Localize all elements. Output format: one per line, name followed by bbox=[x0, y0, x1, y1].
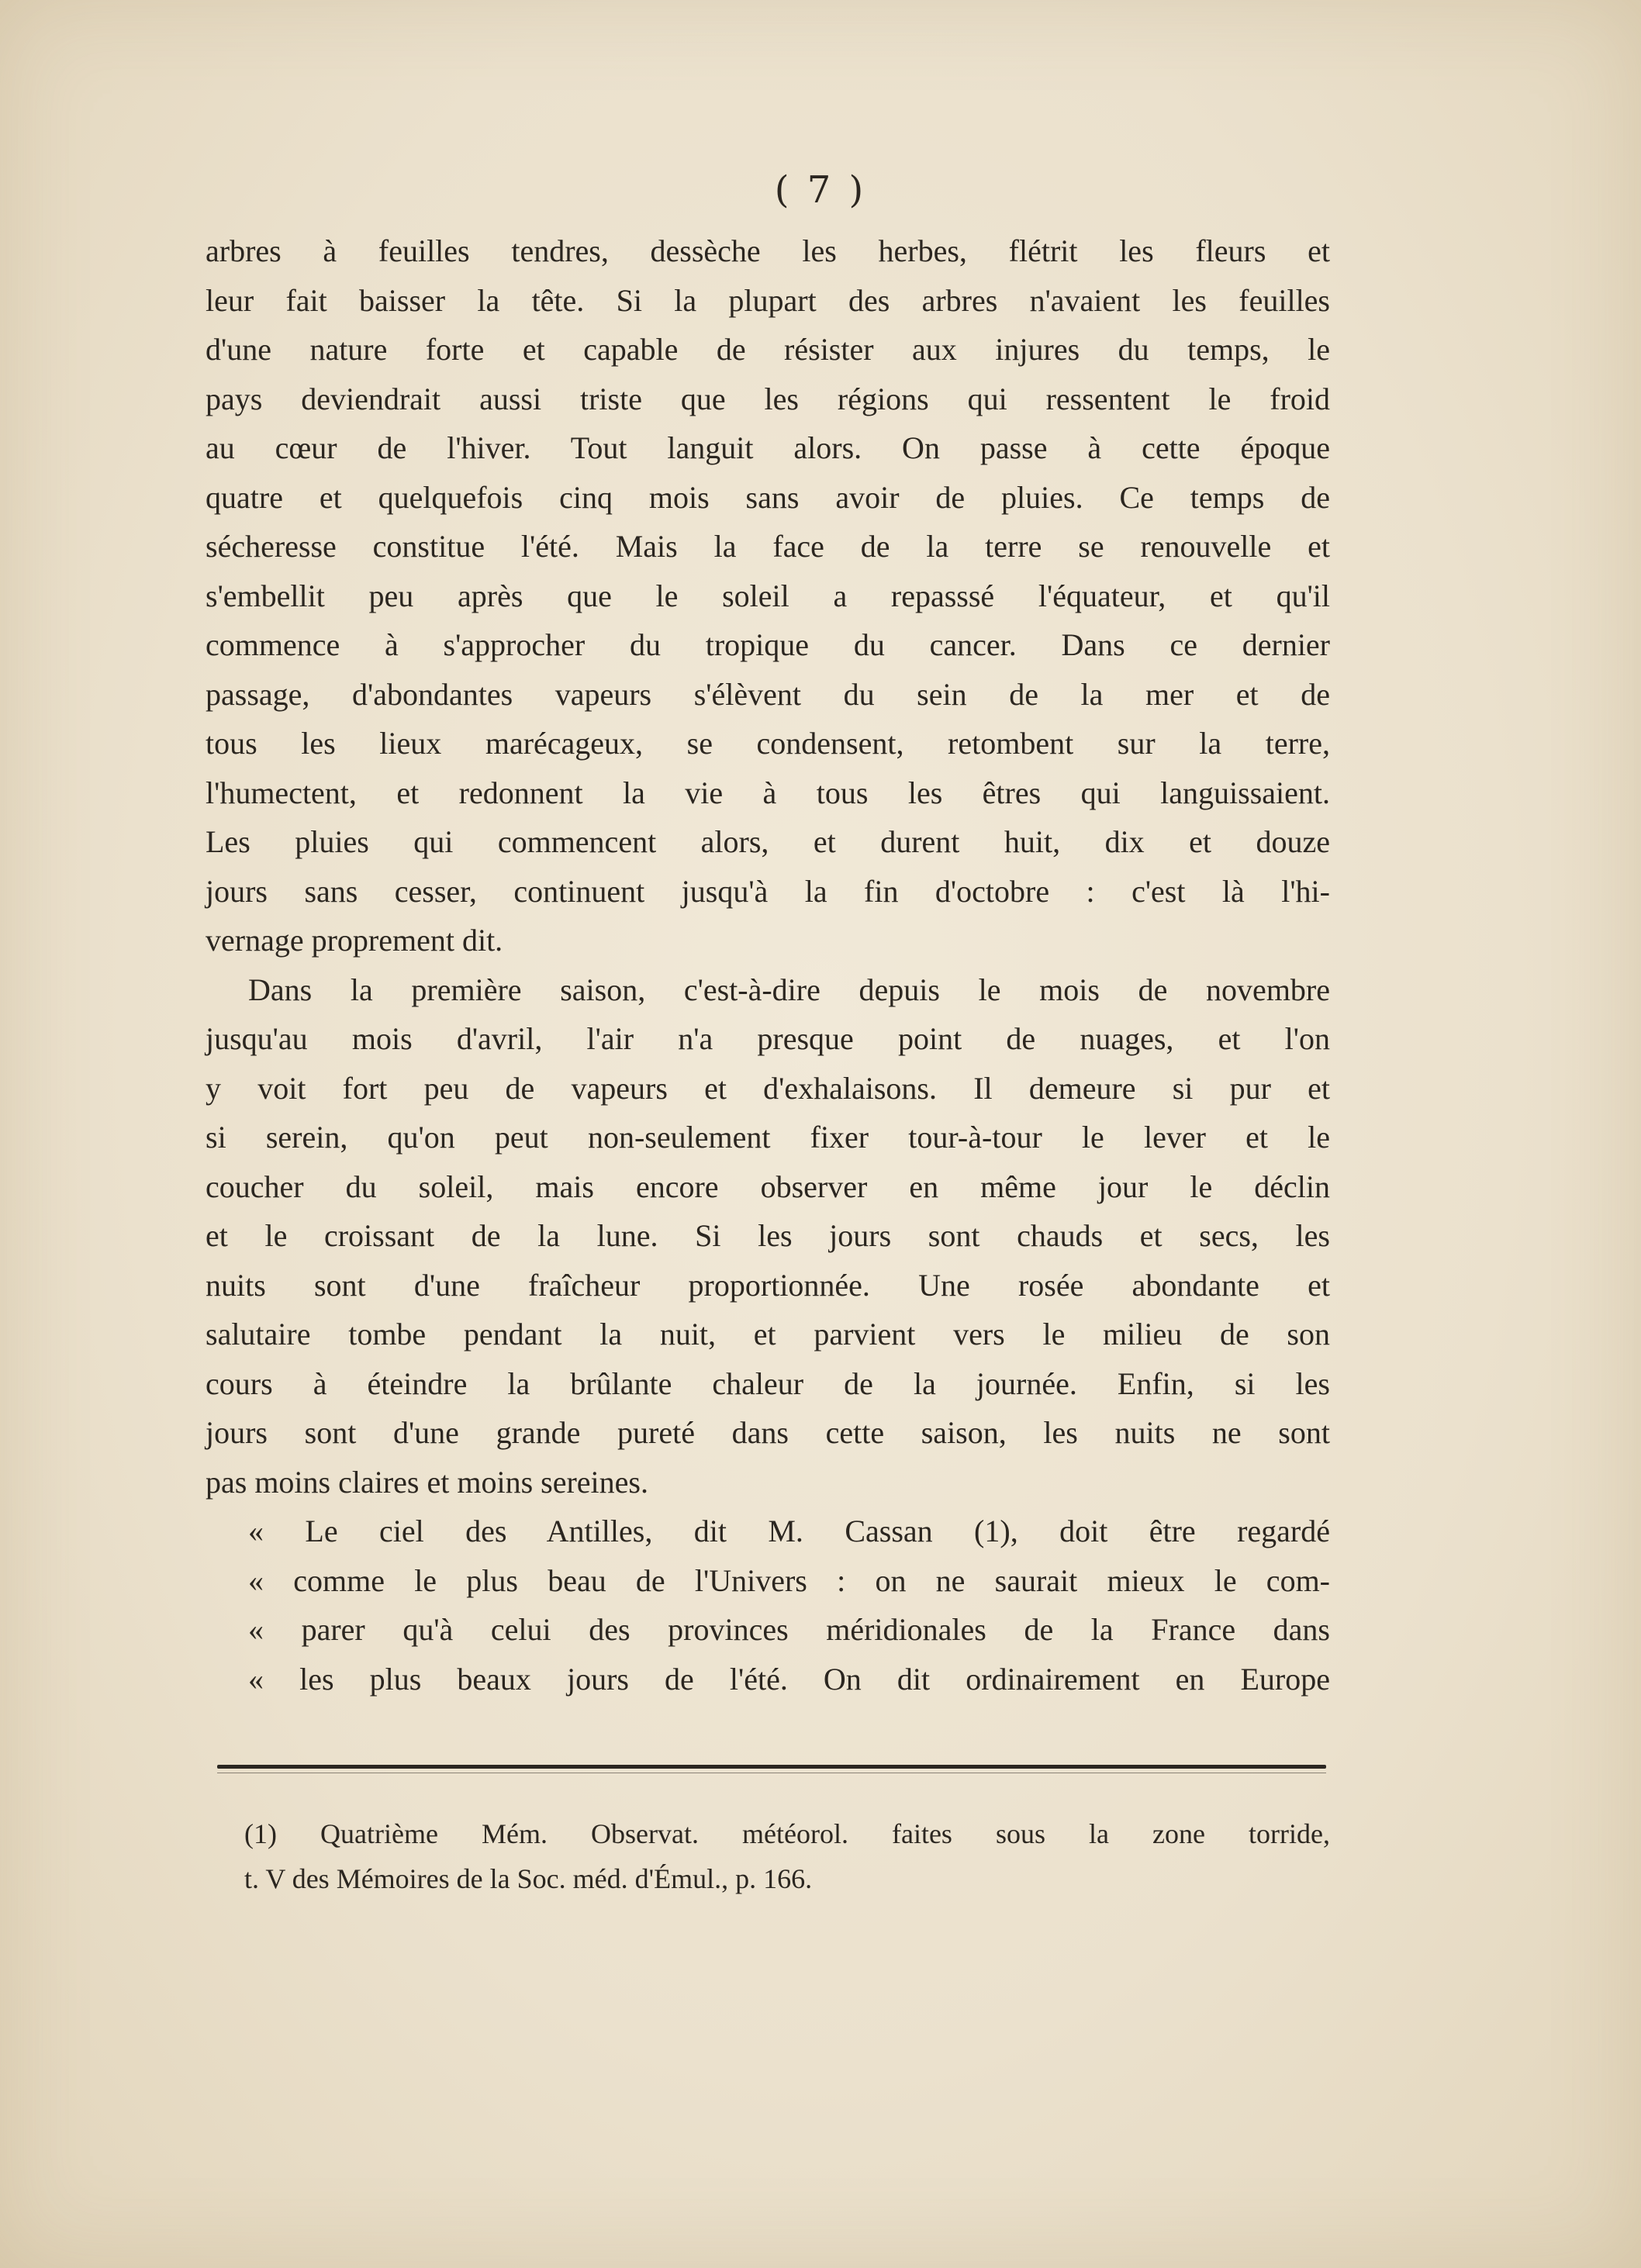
text-line: s'embellit peu après que le soleil a repasssé l'équateur, et qu'il bbox=[206, 578, 1330, 613]
text-line: y voit fort peu de vapeurs et d'exhalaisons. Il demeure si pur et bbox=[206, 1070, 1330, 1106]
text-line: d'une nature forte et capable de résister aux injures du temps, le bbox=[206, 332, 1330, 367]
text-line: Les pluies qui commencent alors, et durent huit, dix et douze bbox=[206, 824, 1330, 859]
page-number: ( 7 ) bbox=[774, 168, 867, 212]
text-line: salutaire tombe pendant la nuit, et parvient vers le milieu de son bbox=[206, 1317, 1330, 1351]
text-line: nuits sont d'une fraîcheur proportionnée. Une rosée abondante et bbox=[206, 1267, 1330, 1303]
footnote-line: (1) Quatrième Mém. Observat. météorol. faites sous la zone torride, bbox=[244, 1818, 1330, 1849]
text-line: vernage proprement dit. bbox=[206, 923, 503, 958]
text-line: si serein, qu'on peut non-seulement fixer tour-à-tour le lever et le bbox=[206, 1120, 1330, 1155]
text-line: arbres à feuilles tendres, dessèche les herbes, flétrit les fleurs et bbox=[206, 233, 1330, 268]
text-line: commence à s'approcher du tropique du cancer. Dans ce dernier bbox=[206, 627, 1330, 662]
quote-line: « parer qu'à celui des provinces méridionales de la France dans bbox=[248, 1612, 1330, 1647]
footnotes bbox=[244, 1811, 1330, 1901]
quote-start-line: « Le ciel des Antilles, dit M. Cassan (1), doit être regardé bbox=[248, 1514, 1330, 1548]
text-line: tous les lieux marécageux, se condensent, retombent sur la terre, bbox=[206, 726, 1330, 761]
quote-line: « les plus beaux jours de l'été. On dit ordinairement en Europe bbox=[248, 1661, 1330, 1697]
text-line: au cœur de l'hiver. Tout languit alors. On passe à cette époque bbox=[206, 430, 1330, 465]
text-line: pas moins claires et moins sereines. bbox=[206, 1464, 648, 1500]
text-line: l'humectent, et redonnent la vie à tous les êtres qui languissaient. bbox=[206, 775, 1330, 810]
paragraph-start-line: Dans la première saison, c'est-à-dire depuis le mois de novembre bbox=[248, 972, 1330, 1007]
text-line: sécheresse constitue l'été. Mais la face de la terre se renouvelle et bbox=[206, 529, 1330, 564]
text-line: jours sans cesser, continuent jusqu'à la fin d'octobre : c'est là l'hi- bbox=[206, 873, 1330, 909]
text-line: et le croissant de la lune. Si les jours sont chauds et secs, les bbox=[206, 1218, 1330, 1253]
text-line: quatre et quelquefois cinq mois sans avoir de pluies. Ce temps de bbox=[206, 479, 1330, 515]
body-text bbox=[206, 226, 1330, 1704]
text-line: leur fait baisser la tête. Si la plupart des arbres n'avaient les feuilles bbox=[206, 282, 1330, 318]
text-line: pays deviendrait aussi triste que les régions qui ressentent le froid bbox=[206, 381, 1330, 416]
text-line: jusqu'au mois d'avril, l'air n'a presque point de nuages, et l'on bbox=[206, 1021, 1330, 1056]
footnote-divider bbox=[217, 1765, 1326, 1769]
footnote-line: t. V des Mémoires de la Soc. méd. d'Émul., p. 166. bbox=[244, 1863, 813, 1894]
text-line: coucher du soleil, mais encore observer en même jour le déclin bbox=[206, 1169, 1330, 1204]
text-line: passage, d'abondantes vapeurs s'élèvent du sein de la mer et de bbox=[206, 676, 1330, 712]
text-line: cours à éteindre la brûlante chaleur de la journée. Enfin, si les bbox=[206, 1365, 1330, 1401]
quote-line: « comme le plus beau de l'Univers : on ne saurait mieux le com- bbox=[248, 1562, 1330, 1598]
text-line: jours sont d'une grande pureté dans cette saison, les nuits ne sont bbox=[206, 1415, 1330, 1450]
